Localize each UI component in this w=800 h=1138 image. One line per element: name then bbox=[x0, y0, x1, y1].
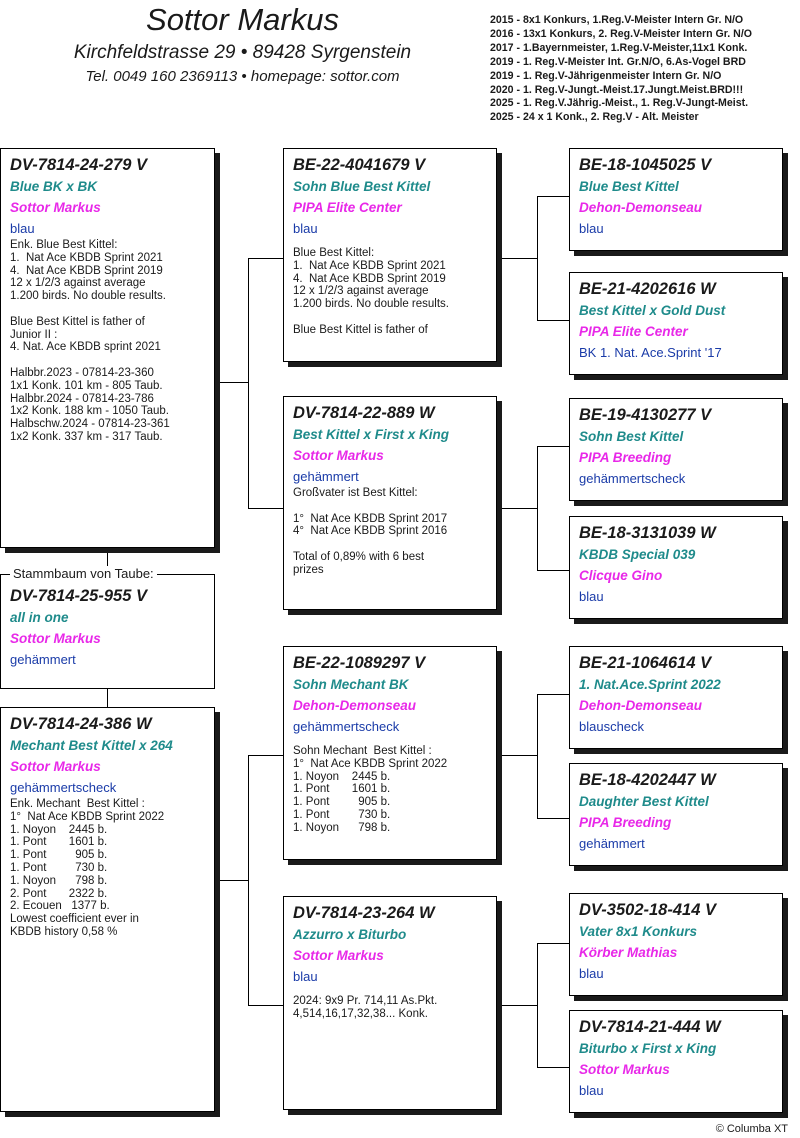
connector-line bbox=[248, 755, 249, 1005]
dam-dam-card bbox=[283, 896, 497, 1110]
connector-line bbox=[537, 196, 569, 197]
breeder-contact: Tel. 0049 160 2369113 • homepage: sottor.com bbox=[85, 68, 400, 85]
connector-line bbox=[497, 508, 537, 509]
pigeon-name: KBDB Special 039 bbox=[579, 547, 696, 562]
ggp-card-dsd bbox=[569, 763, 783, 866]
connector-line bbox=[248, 1005, 283, 1006]
connector-line bbox=[537, 570, 569, 571]
connector-line bbox=[537, 196, 538, 320]
ring-number: DV-3502-18-414 V bbox=[579, 901, 716, 919]
connector-line bbox=[248, 258, 283, 259]
pigeon-name: Daughter Best Kittel bbox=[579, 794, 709, 809]
sire-dam-card bbox=[283, 396, 497, 610]
breeder: Körber Mathias bbox=[579, 945, 678, 960]
breeder: Dehon-Demonseau bbox=[293, 698, 417, 713]
pedigree-notes: Sohn Mechant Best Kittel : 1° Nat Ace KBDB Sprint 2022 1. Noyon 2445 b. 1. Pont 1601 b. 1. Pont 905 b. 1. Pont 730 b. 1. Noyon 798 b. bbox=[293, 745, 448, 834]
connector-line bbox=[537, 818, 569, 819]
color: blau bbox=[579, 966, 604, 981]
pigeon-name: Best Kittel x Gold Dust bbox=[579, 303, 726, 318]
connector-line bbox=[107, 689, 108, 707]
connector-line bbox=[215, 880, 248, 881]
ring-number: BE-22-1089297 V bbox=[293, 654, 426, 672]
breeder: PIPA Elite Center bbox=[293, 200, 402, 215]
ring-number: BE-19-4130277 V bbox=[579, 406, 712, 424]
ring-number: DV-7814-21-444 W bbox=[579, 1018, 721, 1036]
achievement-item: 2019 - 1. Reg.V-Jährigenmeister Intern Gr. N/O bbox=[490, 69, 722, 82]
pedigree-notes: Enk. Blue Best Kittel: 1. Nat Ace KBDB Sprint 2021 4. Nat Ace KBDB Sprint 2019 12 x 1/2/3 against average 1.200 birds. No double results. Blue Best Kittel is father of Junior II : 4. Nat. Ace KBDB sprint 2021 Halbbr.2023 - 07814-23-360 1x1 Konk. 101 km - 805 Taub. Halbbr.2024 - 07814-23-786 1x2 Konk. 188 km - 1050 Taub. Halbschw.2024 - 07814-23-361 1x2 Konk. 337 km - 317 Taub. bbox=[10, 239, 170, 443]
connector-line bbox=[497, 1005, 537, 1006]
sire-sire-card bbox=[283, 148, 497, 362]
ggp-card-sdd bbox=[569, 516, 783, 619]
connector-line bbox=[497, 755, 537, 756]
breeder: Sottor Markus bbox=[293, 948, 384, 963]
connector-line bbox=[215, 382, 248, 383]
color: blau bbox=[579, 1083, 604, 1098]
ggp-card-dss bbox=[569, 646, 783, 749]
color: blau bbox=[579, 589, 604, 604]
color: gehämmert bbox=[293, 469, 359, 484]
color: gehämmertscheck bbox=[10, 780, 117, 795]
ring-number: BE-22-4041679 V bbox=[293, 156, 426, 174]
connector-line bbox=[248, 258, 249, 508]
ggp-card-sss bbox=[569, 148, 783, 251]
achievement-item: 2015 - 8x1 Konkurs, 1.Reg.V-Meister Intern Gr. N/O bbox=[490, 14, 744, 26]
ring-number: BE-18-4202447 W bbox=[579, 771, 716, 789]
ring-number: DV-7814-25-955 V bbox=[10, 587, 147, 605]
breeder: Sottor Markus bbox=[10, 200, 101, 215]
color: gehämmertscheck bbox=[293, 719, 400, 734]
pedigree-notes: 2024: 9x9 Pr. 714,11 As.Pkt. 4,514,16,17,32,38... Konk. bbox=[293, 995, 438, 1020]
pedigree-notes: Enk. Mechant Best Kittel : 1° Nat Ace KBDB Sprint 2022 1. Noyon 2445 b. 1. Pont 1601 b. 1. Pont 905 b. 1. Pont 730 b. 1. Noyon 798 b. 2. Pont 2322 b. 2. Ecouen 1377 b. Lowest coefficient ever in KBDB history 0,58 % bbox=[10, 798, 165, 938]
pigeon-name: Vater 8x1 Konkurs bbox=[579, 924, 698, 939]
pedigree-notes: Blue Best Kittel: 1. Nat Ace KBDB Sprint 2021 4. Nat Ace KBDB Sprint 2019 12 x 1/2/3 against average 1.200 birds. No double results. Blue Best Kittel is father of bbox=[293, 247, 449, 336]
color: blauscheck bbox=[579, 719, 645, 734]
ring-number: BE-18-3131039 W bbox=[579, 524, 716, 542]
sire-card bbox=[0, 148, 215, 548]
ggp-card-dds bbox=[569, 893, 783, 996]
connector-line bbox=[537, 1067, 569, 1068]
color: BK 1. Nat. Ace.Sprint '17 bbox=[579, 345, 722, 360]
ring-number: DV-7814-24-386 W bbox=[10, 715, 152, 733]
color: blau bbox=[10, 221, 35, 236]
breeder: PIPA Breeding bbox=[579, 450, 672, 465]
pigeon-name: Mechant Best Kittel x 264 bbox=[10, 738, 173, 753]
breeder-address: Kirchfeldstrasse 29 • 89428 Syrgenstein bbox=[73, 42, 412, 63]
color: blau bbox=[293, 221, 318, 236]
ring-number: DV-7814-23-264 W bbox=[293, 904, 435, 922]
pigeon-name: Sohn Mechant BK bbox=[293, 677, 409, 692]
ggp-card-sds bbox=[569, 398, 783, 501]
pigeon-name: Best Kittel x First x King bbox=[293, 427, 450, 442]
pigeon-name: Blue BK x BK bbox=[10, 179, 98, 194]
ring-number: BE-21-4202616 W bbox=[579, 280, 716, 298]
connector-line bbox=[248, 755, 283, 756]
breeder: Sottor Markus bbox=[10, 759, 101, 774]
connector-line bbox=[537, 943, 569, 944]
ring-number: BE-18-1045025 V bbox=[579, 156, 712, 174]
pigeon-name: Azzurro x Biturbo bbox=[293, 927, 407, 942]
connector-line bbox=[537, 694, 538, 818]
pigeon-name: Blue Best Kittel bbox=[579, 179, 679, 194]
color: gehämmertscheck bbox=[579, 471, 686, 486]
achievement-item: 2017 - 1.Bayernmeister, 1.Reg.V-Meister,11x1 Konk. bbox=[490, 41, 748, 54]
pigeon-name: Biturbo x First x King bbox=[579, 1041, 717, 1056]
pedigree-notes: Großvater ist Best Kittel: 1° Nat Ace KBDB Sprint 2017 4° Nat Ace KBDB Sprint 2016 Total of 0,89% with 6 best prizes bbox=[293, 487, 448, 576]
copyright: © Columba XT bbox=[715, 1123, 788, 1135]
breeder: Dehon-Demonseau bbox=[579, 200, 703, 215]
breeder: Dehon-Demonseau bbox=[579, 698, 703, 713]
breeder-name: Sottor Markus bbox=[146, 2, 339, 37]
breeder: Sottor Markus bbox=[10, 631, 101, 646]
pigeon-name: 1. Nat.Ace.Sprint 2022 bbox=[579, 677, 721, 692]
subject-pigeon-card bbox=[0, 574, 215, 689]
pigeon-name: Sohn Blue Best Kittel bbox=[293, 179, 431, 194]
achievement-item: 2020 - 1. Reg.V-Jungt.-Meist.17.Jungt.Meist.BRD!!! bbox=[490, 83, 744, 96]
connector-line bbox=[537, 446, 569, 447]
breeder: PIPA Breeding bbox=[579, 815, 672, 830]
connector-line bbox=[537, 446, 538, 570]
ring-number: DV-7814-22-889 W bbox=[293, 404, 435, 422]
connector-line bbox=[537, 943, 538, 1067]
connector-line bbox=[537, 320, 569, 321]
breeder: Sottor Markus bbox=[293, 448, 384, 463]
color: blau bbox=[293, 969, 318, 984]
color: gehämmert bbox=[10, 652, 76, 667]
achievement-item: 2025 - 24 x 1 Konk., 2. Reg.V - Alt. Meister bbox=[490, 111, 699, 124]
subject-label: Stammbaum von Taube: bbox=[10, 566, 157, 581]
achievement-item: 2019 - 1. Reg.V-Meister Int. Gr.N/O, 6.As-Vogel BRD bbox=[490, 55, 746, 68]
ggp-card-ssd bbox=[569, 272, 783, 375]
ggp-card-ddd bbox=[569, 1010, 783, 1113]
achievement-item: 2016 - 13x1 Konkurs, 2. Reg.V-Meister Intern Gr. N/O bbox=[490, 27, 752, 40]
achievement-item: 2025 - 1. Reg.V.Jährig.-Meist., 1. Reg.V-Jungt-Meist. bbox=[490, 97, 749, 110]
achievements-list bbox=[490, 14, 800, 125]
breeder: Clicque Gino bbox=[579, 568, 663, 583]
breeder: Sottor Markus bbox=[579, 1062, 670, 1077]
color: gehämmert bbox=[579, 836, 645, 851]
dam-sire-card bbox=[283, 646, 497, 860]
breeder: PIPA Elite Center bbox=[579, 324, 688, 339]
pigeon-name: Sohn Best Kittel bbox=[579, 429, 684, 444]
dam-card bbox=[0, 707, 215, 1112]
connector-line bbox=[497, 258, 537, 259]
ring-number: BE-21-1064614 V bbox=[579, 654, 712, 672]
color: blau bbox=[579, 221, 604, 236]
pigeon-name: all in one bbox=[10, 610, 69, 625]
ring-number: DV-7814-24-279 V bbox=[10, 156, 147, 174]
connector-line bbox=[248, 508, 283, 509]
connector-line bbox=[537, 694, 569, 695]
